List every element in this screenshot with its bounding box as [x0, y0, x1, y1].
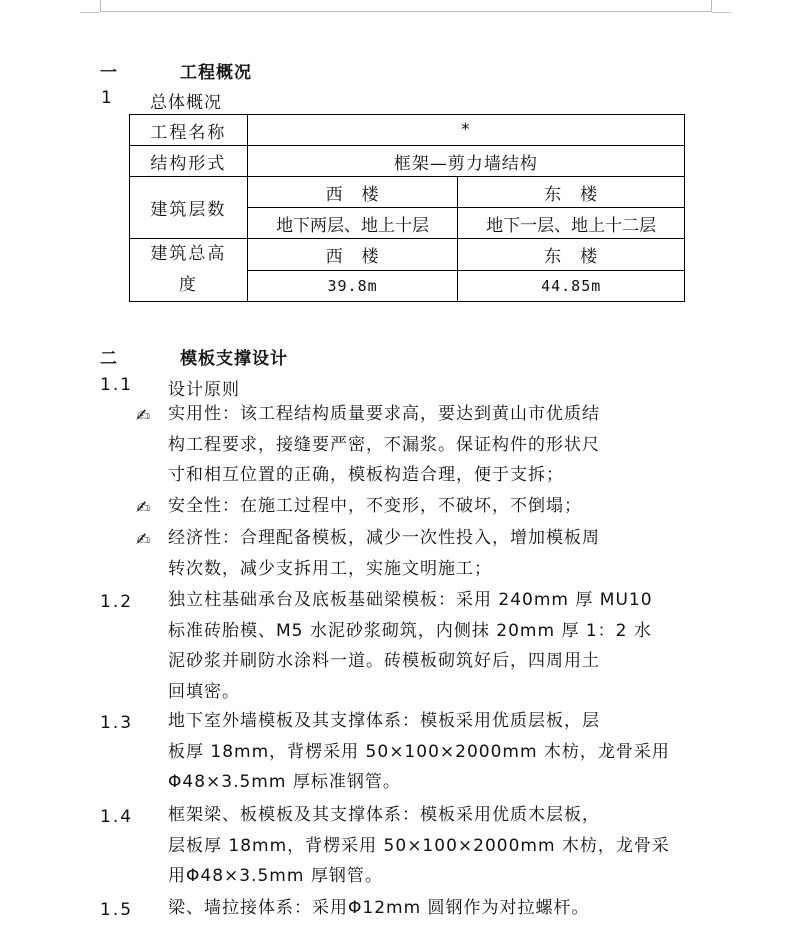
item-number: 1.1 [100, 375, 134, 395]
text-line: Φ48×3.5mm 厚标准钢管。 [168, 772, 401, 792]
height-label-line1: 建筑总高 [150, 244, 227, 264]
pen-bullet-icon: ✍ [136, 498, 151, 518]
item-number: 1.2 [100, 592, 134, 612]
section-number: 二 [100, 349, 117, 369]
text-line: 回填密。 [168, 681, 240, 702]
east-height-value: 44.85m [458, 270, 685, 302]
principle-practicality [168, 399, 703, 491]
east-height-header: 东 楼 [458, 239, 685, 271]
text-line: 层板厚 18mm，背楞采用 50×100×2000mm 木枋，龙骨采 [168, 835, 670, 856]
item-1-5-text [168, 893, 703, 924]
text-line: 实用性：该工程结构质量要求高，要达到黄山市优质结 [168, 404, 600, 424]
item-number: 1.3 [100, 713, 134, 733]
item-1-3-text [168, 706, 703, 798]
west-height-header: 西 楼 [247, 239, 458, 271]
item-number: 1.4 [100, 807, 134, 827]
crop-mark-left [80, 12, 100, 13]
text-line: 板厚 18mm，背楞采用 50×100×2000mm 木枋，龙骨采用 [168, 741, 670, 762]
item-1-4-text [168, 800, 703, 892]
text-line: 转次数，减少支拆用工，实施文明施工； [168, 558, 492, 579]
item-1-2-text [168, 585, 703, 707]
text-line: 寸和相互位置的正确，模板构造合理，便于支拆； [168, 465, 564, 485]
structure-form-label: 结构形式 [130, 146, 248, 177]
pen-bullet-icon: ✍ [136, 406, 151, 426]
height-label [130, 239, 248, 302]
text-line: 框架梁、板模板及其支撑体系：模板采用优质木层板， [168, 805, 600, 825]
east-floors-value: 地下一层、地上十二层 [458, 208, 685, 239]
section-number: 一 [100, 63, 117, 83]
section-title: 模板支撑设计 [180, 349, 288, 369]
page-top-border [100, 0, 712, 12]
west-building-header: 西 楼 [247, 177, 458, 208]
floors-label: 建筑层数 [130, 177, 248, 239]
crop-mark-right [712, 12, 732, 13]
text-line: 标准砖胎模、M5 水泥砂浆砌筑，内侧抹 20mm 厚 1：2 水 [168, 620, 652, 641]
principle-safety [168, 491, 703, 522]
structure-form-value: 框架—剪力墙结构 [247, 146, 684, 177]
item-number: 1.5 [100, 900, 134, 920]
east-building-header: 东 楼 [458, 177, 685, 208]
subsection-title: 总体概况 [150, 93, 222, 113]
text-line: 构工程要求，接缝要严密，不漏浆。保证构件的形状尺 [168, 434, 600, 455]
project-name-value: * [247, 115, 684, 146]
subsection-number: 1 [101, 88, 112, 108]
text-line: 独立柱基础承台及底板基础梁模板：采用 240mm 厚 MU10 [168, 590, 653, 610]
text-line: 梁、墙拉接体系：采用Φ12mm 圆钢作为对拉螺杆。 [168, 898, 590, 918]
west-height-value: 39.8m [247, 270, 458, 302]
text-line: 经济性：合理配备模板，减少一次性投入，增加模板周 [168, 528, 600, 548]
project-name-label: 工程名称 [130, 115, 248, 146]
text-line: 用Φ48×3.5mm 厚钢管。 [168, 866, 383, 886]
item-title: 设计原则 [168, 380, 240, 400]
section-title: 工程概况 [180, 63, 252, 83]
text-line: 地下室外墙模板及其支撑体系：模板采用优质层板，层 [168, 711, 600, 731]
pen-bullet-icon: ✍ [136, 530, 151, 550]
text-line: 泥砂浆并刷防水涂料一道。砖模板砌筑好后，四周用土 [168, 651, 600, 671]
overview-table [129, 114, 685, 302]
west-floors-value: 地下两层、地上十层 [247, 208, 458, 239]
height-label-line2: 度 [178, 275, 198, 295]
text-line: 安全性：在施工过程中，不变形，不破坏，不倒塌； [168, 496, 582, 516]
principle-economy [168, 523, 703, 584]
